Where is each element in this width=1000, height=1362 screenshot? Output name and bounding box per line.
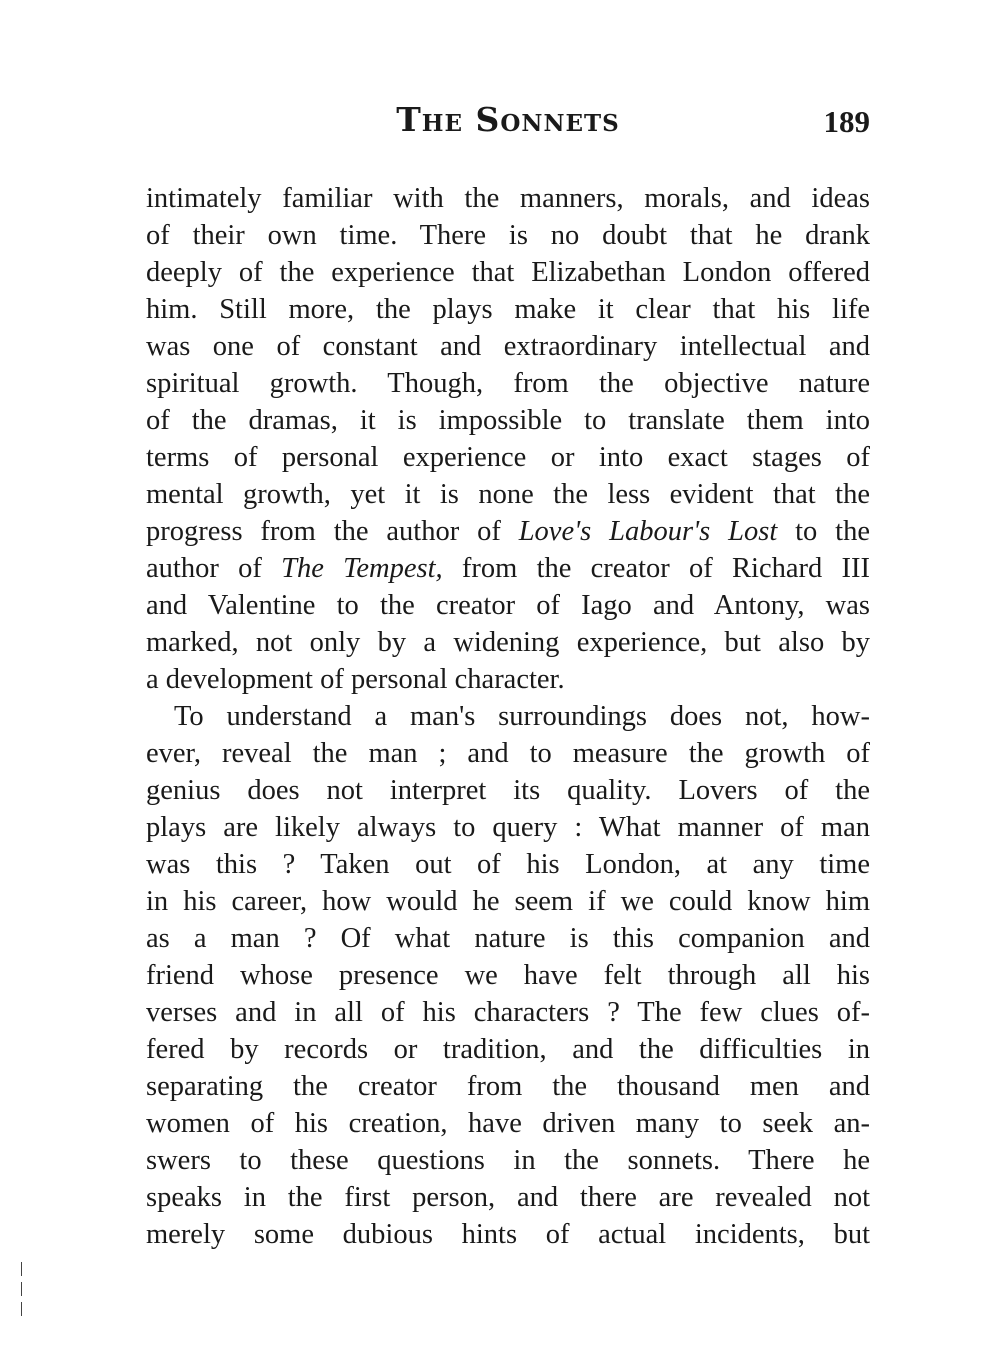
paragraph-1	[146, 180, 870, 698]
text-line: of their own time. There is no doubt that he drank	[146, 220, 870, 251]
running-title: The Sonnets	[396, 100, 620, 139]
text-line: verses and in all of his characters ? The few clues of-	[146, 997, 870, 1028]
text-line: in his career, how would he seem if we could know him	[146, 886, 870, 917]
text-line: was this ? Taken out of his London, at any time	[146, 849, 870, 880]
text-line: plays are likely always to query : What manner of man	[146, 812, 870, 843]
text-line: him. Still more, the plays make it clear that his life	[146, 294, 870, 325]
text-line: spiritual growth. Though, from the objective nature	[146, 368, 870, 399]
scan-margin-marks	[20, 1262, 24, 1322]
body-text	[146, 180, 870, 1253]
text-line: fered by records or tradition, and the difficulties in	[146, 1034, 870, 1065]
text-line	[146, 550, 870, 587]
text-line: women of his creation, have driven many to seek an-	[146, 1108, 870, 1139]
text-line: deeply of the experience that Elizabethan London offered	[146, 257, 870, 288]
text-line	[146, 513, 870, 550]
scan-artifact	[21, 1262, 22, 1276]
page-number: 189	[823, 104, 870, 139]
scan-artifact	[21, 1302, 22, 1316]
text-run: progress from the author of	[146, 516, 519, 547]
text-line: friend whose presence we have felt through all his	[146, 960, 870, 991]
text-line: speaks in the first person, and there are revealed not	[146, 1182, 870, 1213]
paragraph-2	[146, 698, 870, 1253]
play-title-loves-labours-lost: Love's Labour's Lost	[518, 516, 778, 547]
text-line: merely some dubious hints of actual incidents, but	[146, 1219, 870, 1250]
page-header	[146, 100, 870, 150]
text-line: mental growth, yet it is none the less evident that the	[146, 479, 870, 510]
text-run: to the	[777, 516, 870, 547]
text-line: ever, reveal the man ; and to measure the growth of	[146, 738, 870, 769]
play-title-the-tempest: The Tempest,	[281, 553, 443, 584]
text-run: from the creator of Richard III	[442, 553, 870, 584]
text-line: separating the creator from the thousand men and	[146, 1071, 870, 1102]
text-line: of the dramas, it is impossible to translate them into	[146, 405, 870, 436]
text-line: intimately familiar with the manners, morals, and ideas	[146, 183, 870, 214]
text-line: terms of personal experience or into exact stages of	[146, 442, 870, 473]
text-line: marked, not only by a widening experience, but also by	[146, 627, 870, 658]
text-line: was one of constant and extraordinary intellectual and	[146, 331, 870, 362]
text-run: author of	[146, 553, 282, 584]
text-line: swers to these questions in the sonnets. There he	[146, 1145, 870, 1176]
text-line: and Valentine to the creator of Iago and Antony, was	[146, 590, 870, 621]
text-line: To understand a man's surroundings does not, how-	[174, 701, 870, 732]
scan-artifact	[21, 1282, 22, 1296]
text-line: as a man ? Of what nature is this companion and	[146, 923, 870, 954]
text-line: a development of personal character.	[146, 664, 565, 695]
text-line: genius does not interpret its quality. Lovers of the	[146, 775, 870, 806]
